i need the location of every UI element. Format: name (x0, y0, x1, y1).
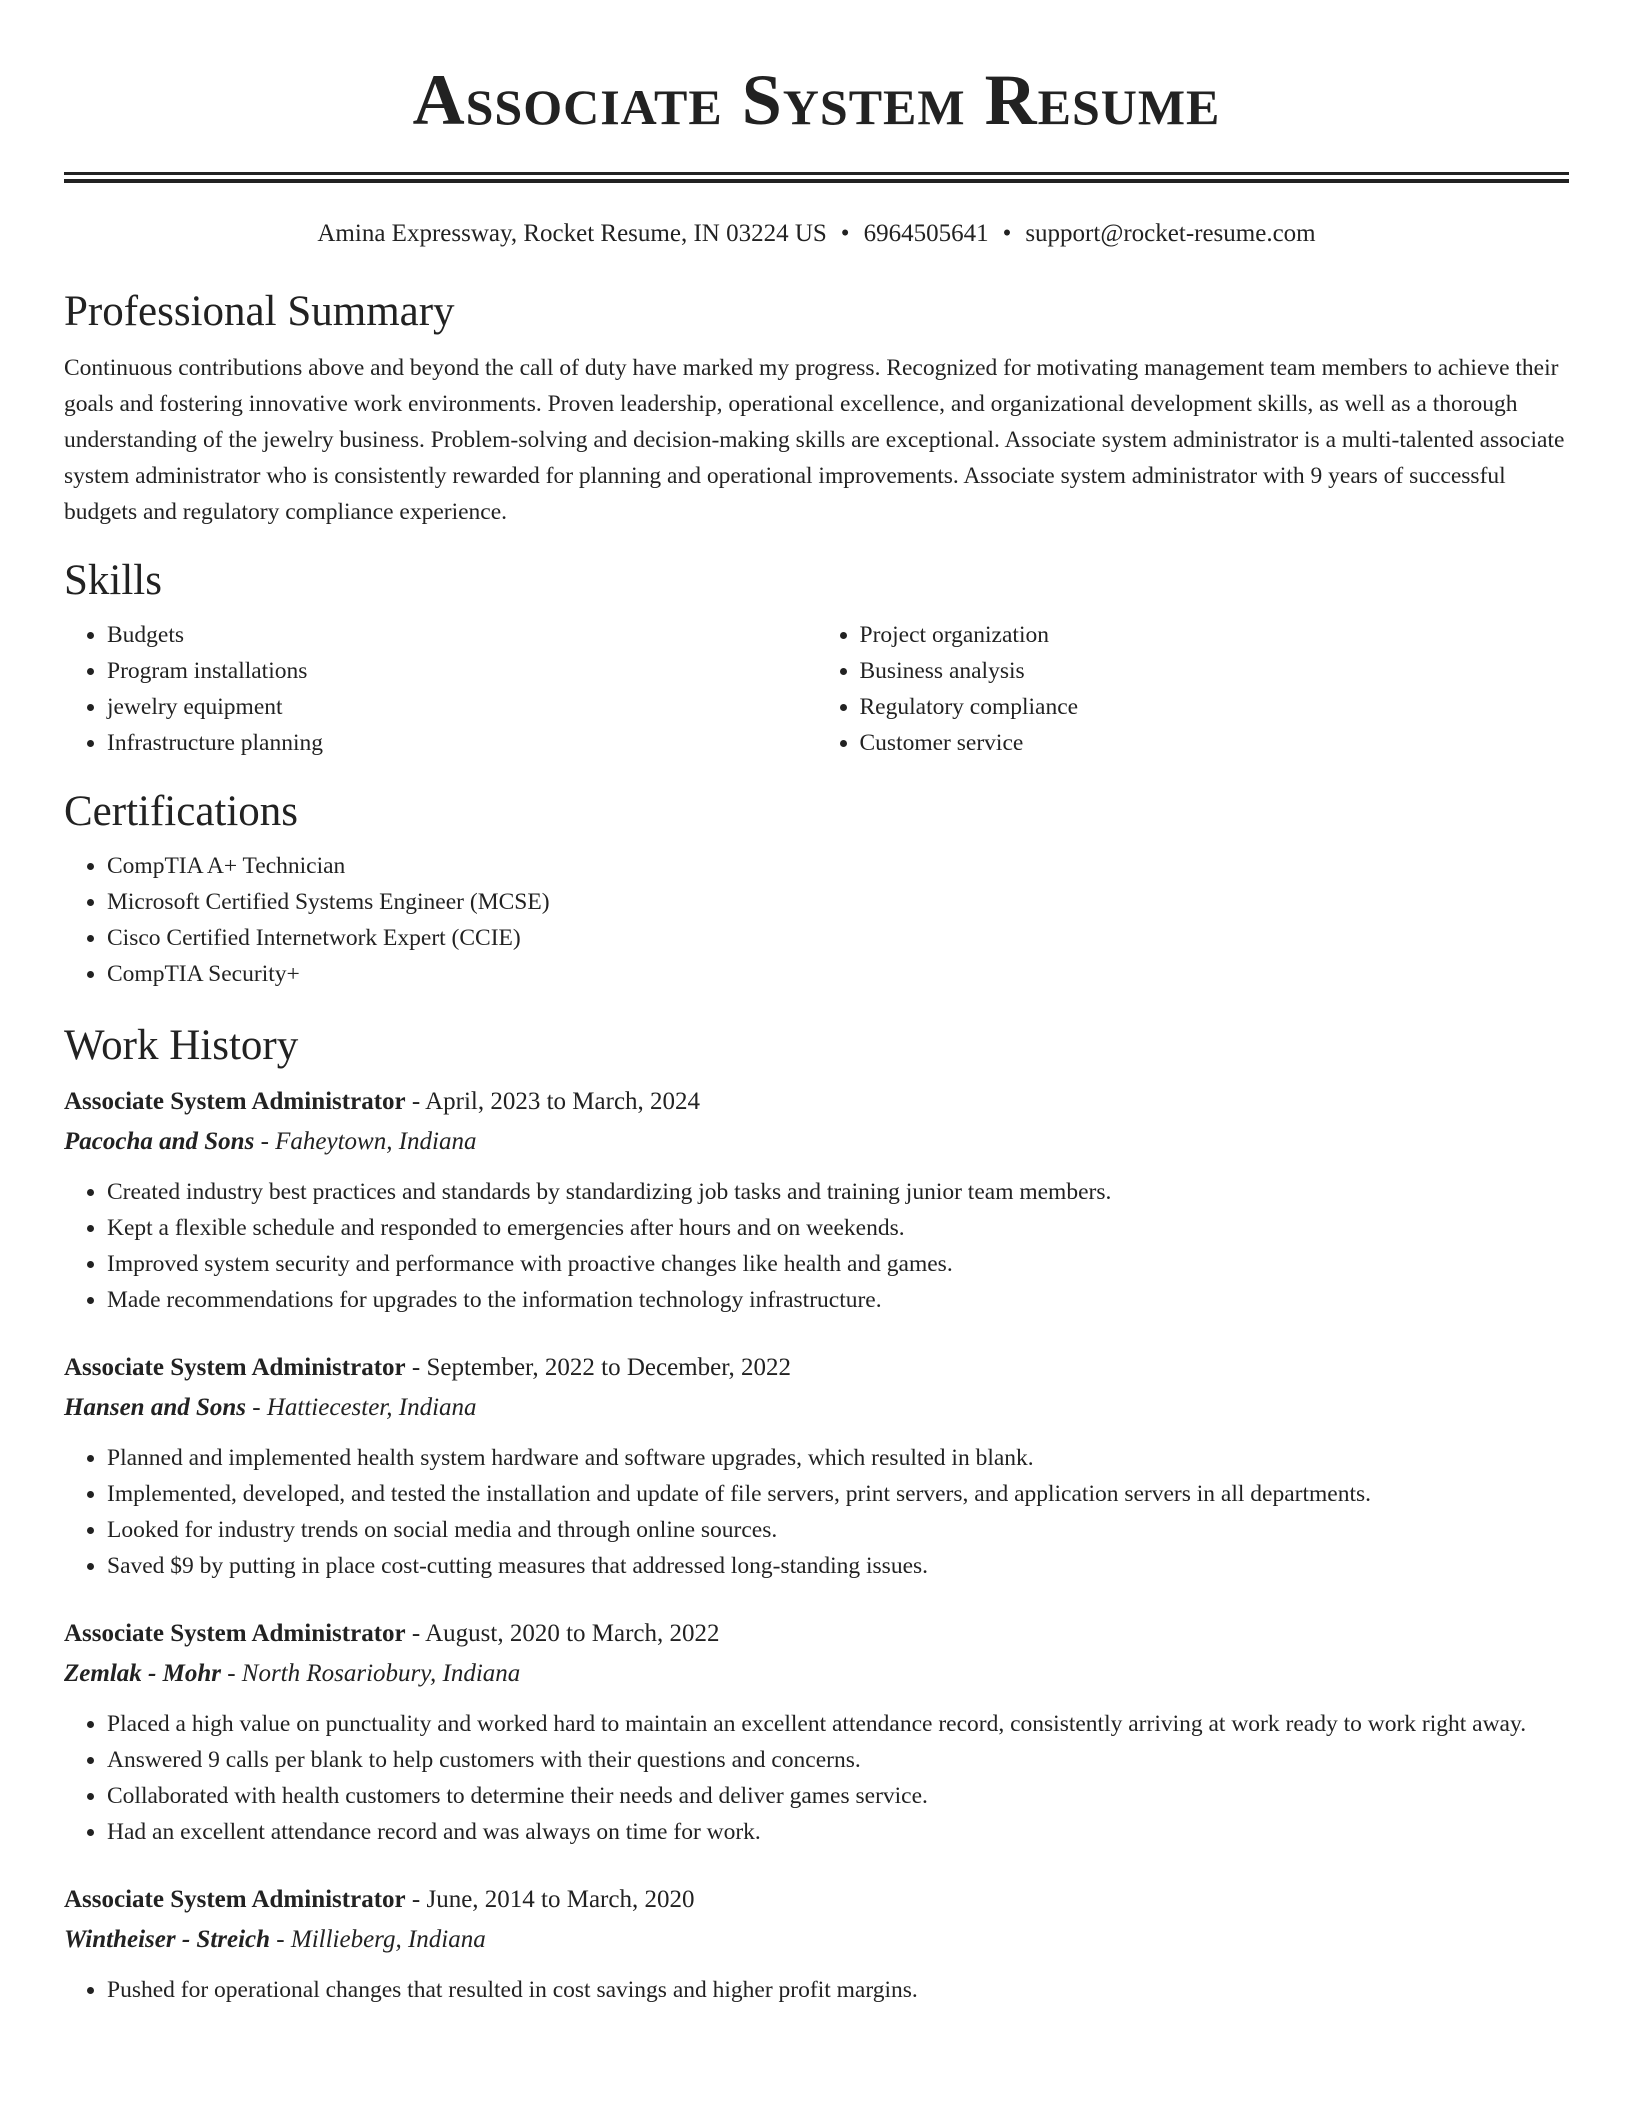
job-bullet: • Planned and implemented health system hardware and software upgrades, which resulted in blank. (107, 1440, 1569, 1476)
job-bullet: • Looked for industry trends on social media and through online sources. (107, 1512, 1569, 1548)
job-dates: - April, 2023 to March, 2024 (405, 1088, 701, 1115)
certification-item: • Microsoft Certified Systems Engineer (MCSE) (107, 884, 1569, 920)
job-location: - Millieberg, Indiana (270, 1926, 486, 1953)
skill-item: • Customer service (860, 725, 1570, 761)
job-bullets (64, 1706, 1569, 1850)
job-company: Pacocha and Sons (64, 1128, 255, 1155)
contact-separator: • (840, 220, 850, 247)
job-bullet: • Implemented, developed, and tested the installation and update of file servers, print servers, and application servers in all departments. (107, 1476, 1569, 1512)
skill-item: • Budgets (107, 617, 817, 653)
title-divider (64, 172, 1569, 183)
job-bullet: • Collaborated with health customers to determine their needs and deliver games service. (107, 1778, 1569, 1814)
job-title-line (64, 1348, 1569, 1388)
job-bullet: • Had an excellent attendance record and was always on time for work. (107, 1814, 1569, 1850)
contact-phone: 6964505641 (863, 220, 989, 247)
job-company: Hansen and Sons (64, 1394, 247, 1421)
job-bullet: • Placed a high value on punctuality and worked hard to maintain an excellent attendance record, consistently arriving at work ready to work right away. (107, 1706, 1569, 1742)
skill-item: • jewelry equipment (107, 689, 817, 725)
job-bullets (64, 1440, 1569, 1584)
job-company: Wintheiser - Streich (64, 1926, 271, 1953)
skill-item: • Project organization (860, 617, 1570, 653)
job-bullet: • Made recommendations for upgrades to the information technology infrastructure. (107, 1282, 1569, 1318)
resume-page (64, 0, 1569, 2008)
job-title: Associate System Administrator (64, 1088, 406, 1115)
job-entry (64, 1348, 1569, 1584)
contact-line (64, 219, 1569, 249)
job-entry (64, 1880, 1569, 2008)
contact-address: Amina Expressway, Rocket Resume, IN 03224 US (317, 220, 827, 247)
summary-text: Continuous contributions above and beyond the call of duty have marked my progress. Recognized for motivating management team members to achieve their goals and fostering innovative work environments. Proven leadership, operational excellence, and organizational development skills, as well as a thorough understanding of the jewelry business. Problem-solving and decision-making skills are exceptional. Associate system administrator is a multi-talented associate system administrator who is consistently rewarded for planning and operational improvements. Associate system administrator with 9 years of successful budgets and regulatory compliance experience. (64, 355, 1565, 525)
job-location: - Faheytown, Indiana (254, 1128, 477, 1155)
skills-heading: Skills (64, 557, 162, 604)
skills-column-left (64, 617, 817, 761)
job-bullet: • Pushed for operational changes that resulted in cost savings and higher profit margins. (107, 1972, 1569, 2008)
job-title-line (64, 1880, 1569, 1920)
summary-heading: Professional Summary (64, 288, 455, 335)
job-location: - Hattiecester, Indiana (246, 1394, 477, 1421)
contact-separator: • (1002, 220, 1012, 247)
contact-email: support@rocket-resume.com (1025, 220, 1316, 247)
job-title: Associate System Administrator (64, 1886, 406, 1913)
job-company-line (64, 1654, 1569, 1694)
job-bullets (64, 1174, 1569, 1318)
work-history-heading: Work History (64, 1022, 299, 1069)
job-location: - North Rosariobury, Indiana (220, 1660, 521, 1687)
skill-item: • Program installations (107, 653, 817, 689)
skills-list (64, 617, 1569, 761)
job-entry (64, 1614, 1569, 1850)
job-dates: - September, 2022 to December, 2022 (405, 1354, 792, 1381)
job-company-line (64, 1388, 1569, 1428)
job-bullet: • Improved system security and performance with proactive changes like health and games. (107, 1246, 1569, 1282)
job-title-line (64, 1614, 1569, 1654)
certifications-list (64, 848, 1569, 992)
job-bullet: • Created industry best practices and standards by standardizing job tasks and training junior team members. (107, 1174, 1569, 1210)
job-company-line (64, 1920, 1569, 1960)
page-title: Associate System Resume (412, 60, 1221, 140)
certification-item: • CompTIA A+ Technician (107, 848, 1569, 884)
job-bullet: • Kept a flexible schedule and responded to emergencies after hours and on weekends. (107, 1210, 1569, 1246)
skills-column-right (817, 617, 1570, 761)
job-dates: - August, 2020 to March, 2022 (405, 1620, 720, 1647)
certification-item: • Cisco Certified Internetwork Expert (CCIE) (107, 920, 1569, 956)
job-bullet: • Saved $9 by putting in place cost-cutting measures that addressed long-standing issues. (107, 1548, 1569, 1584)
job-company-line (64, 1122, 1569, 1162)
job-title: Associate System Administrator (64, 1620, 406, 1647)
job-bullets (64, 1972, 1569, 2008)
skill-item: • Infrastructure planning (107, 725, 817, 761)
skill-item: • Regulatory compliance (860, 689, 1570, 725)
job-bullet: • Answered 9 calls per blank to help customers with their questions and concerns. (107, 1742, 1569, 1778)
job-entry (64, 1082, 1569, 1318)
job-title: Associate System Administrator (64, 1354, 406, 1381)
skill-item: • Business analysis (860, 653, 1570, 689)
certifications-heading: Certifications (64, 788, 299, 835)
job-title-line (64, 1082, 1569, 1122)
job-company: Zemlak - Mohr (64, 1660, 221, 1687)
job-dates: - June, 2014 to March, 2020 (405, 1886, 695, 1913)
certification-item: • CompTIA Security+ (107, 956, 1569, 992)
